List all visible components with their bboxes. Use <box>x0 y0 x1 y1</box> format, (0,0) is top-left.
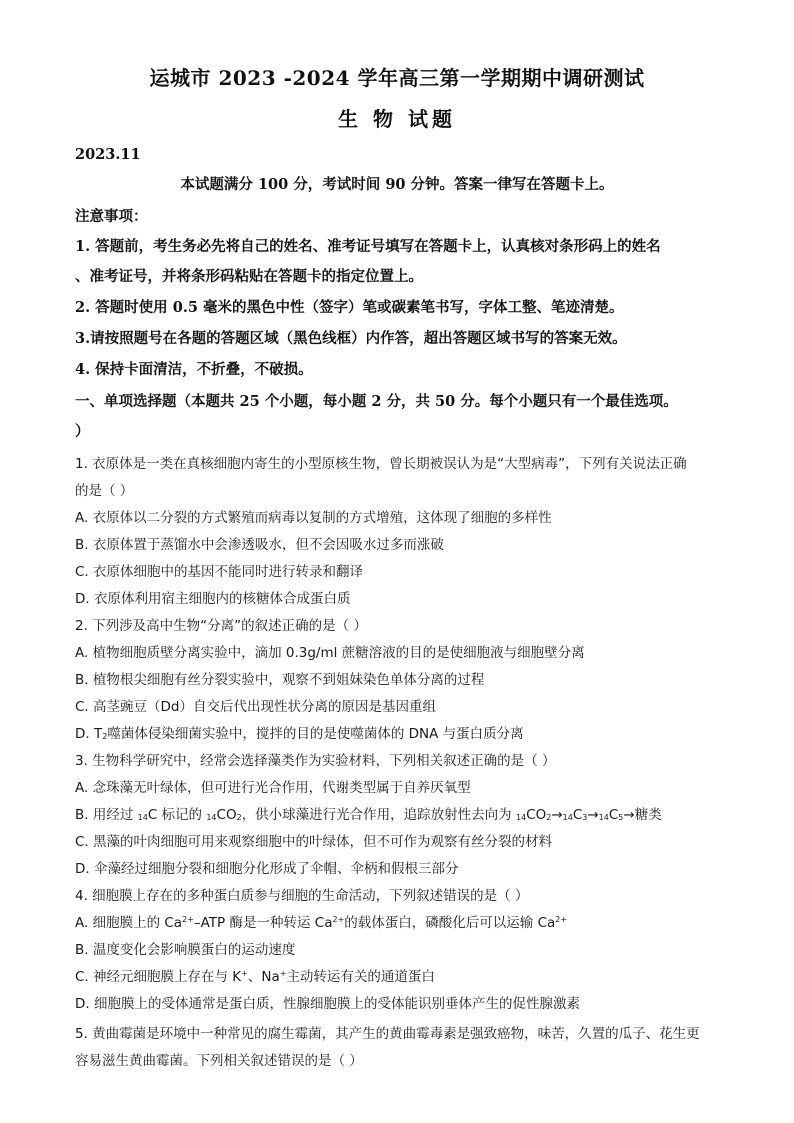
question-3-option-a: A. 念珠藻无叶绿体，但可进行光合作用，代谢类型属于自养厌氧型 <box>75 780 471 796</box>
exam-title: 运城市 2023 -2024 学年高三第一学期期中调研测试 <box>149 66 645 90</box>
notes-item-4: 4. 保持卡面清洁，不折叠，不破损。 <box>75 361 313 378</box>
question-1-option-d: D. 衣原体利用宿主细胞内的核糖体合成蛋白质 <box>75 591 351 607</box>
question-1-option-b: B. 衣原体置于蒸馏水中会渗透吸水，但不会因吸水过多而涨破 <box>75 537 444 553</box>
question-3-option-d: D. 伞藻经过细胞分裂和细胞分化形成了伞帽、伞柄和假根三部分 <box>75 861 459 877</box>
question-4-option-b: B. 温度变化会影响膜蛋白的运动速度 <box>75 942 296 958</box>
question-3-option-b: B. 用经过 14C 标记的 14CO2，供小球藻进行光合作用，追踪放射性去向为 14CO2→14C3→14C5→糖类 <box>75 807 662 823</box>
question-1-option-a: A. 衣原体以二分裂的方式繁殖而病毒以复制的方式增殖，这体现了细胞的多样性 <box>75 510 552 526</box>
exam-date: 2023.11 <box>75 146 141 163</box>
question-2-option-d: D. T2噬菌体侵染细菌实验中，搅拌的目的是使噬菌体的 DNA 与蛋白质分离 <box>75 726 524 742</box>
question-4-stem: 4. 细胞膜上存在的多种蛋白质参与细胞的生命活动，下列叙述错误的是（ ） <box>75 888 529 904</box>
section-1-heading-close: ） <box>75 423 90 440</box>
question-2-option-b: B. 植物根尖细胞有丝分裂实验中，观察不到姐妹染色单体分离的过程 <box>75 672 485 688</box>
question-4-option-c: C. 神经元细胞膜上存在与 K+、Na+主动转运有关的通道蛋白 <box>75 969 435 985</box>
question-2-option-a: A. 植物细胞质壁分离实验中，滴加 0.3g/ml 蔗糖溶液的目的是使细胞液与细胞壁分离 <box>75 645 585 661</box>
section-1-heading: 一、单项选择题（本题共 25 个小题，每小题 2 分，共 50 分。每个小题只有一个最佳选项。 <box>75 393 678 410</box>
question-4-option-a: A. 细胞膜上的 $Ca^{2+}$–ATP 酶是一种转运 $Ca^{2+}$的载体蛋白，磷酸化后可以运输 $Ca^{2+}$ <box>75 915 568 931</box>
question-3-stem: 3. 生物科学研究中，经常会选择藻类作为实验材料，下列相关叙述正确的是（ ） <box>75 753 556 769</box>
question-2-option-c: C. 高茎豌豆（Dd）自交后代出现性状分离的原因是基因重组 <box>75 699 436 715</box>
question-1-option-c: C. 衣原体细胞中的基因不能同时进行转录和翻译 <box>75 564 364 580</box>
notes-heading: 注意事项： <box>75 208 148 225</box>
question-5-stem: 5. 黄曲霉菌是环境中一种常见的腐生霉菌，其产生的黄曲霉毒素是强致癌物，味苦，久置的瓜子、花生更 <box>75 1026 700 1042</box>
notes-item-3: 3.请按照题号在各题的答题区域（黑色线框）内作答，超出答题区域书写的答案无效。 <box>75 330 627 347</box>
question-1-stem-cont: 的是（ ） <box>75 483 134 499</box>
notes-item-1-line-2: 、准考证号，并将条形码粘贴在答题卡的指定位置上。 <box>75 268 423 285</box>
question-1-stem: 1. 衣原体是一类在真核细胞内寄生的小型原核生物，曾长期被误认为是“大型病毒”，下列有关说法正确 <box>75 456 687 472</box>
notes-item-1-line-1: 1. 答题前，考生务必先将自己的姓名、准考证号填写在答题卡上，认真核对条形码上的姓名 <box>75 238 661 255</box>
exam-intro: 本试题满分 100 分，考试时间 90 分钟。答案一律写在答题卡上。 <box>180 176 614 193</box>
subject-title: 生 物 试题 <box>338 107 456 131</box>
question-2-stem: 2. 下列涉及高中生物“分离”的叙述正确的是（ ） <box>75 618 367 634</box>
notes-item-2: 2. 答题时使用 0.5 毫米的黑色中性（签字）笔或碳素笔书写，字体工整、笔迹清楚。 <box>75 299 624 316</box>
question-4-option-d: D. 细胞膜上的受体通常是蛋白质，性腺细胞膜上的受体能识别垂体产生的促性腺激素 <box>75 996 580 1012</box>
question-5-stem-cont: 容易滋生黄曲霉菌。下列相关叙述错误的是（ ） <box>75 1053 363 1069</box>
question-3-option-c: C. 黑藻的叶肉细胞可用来观察细胞中的叶绿体，但不可作为观察有丝分裂的材料 <box>75 834 553 850</box>
